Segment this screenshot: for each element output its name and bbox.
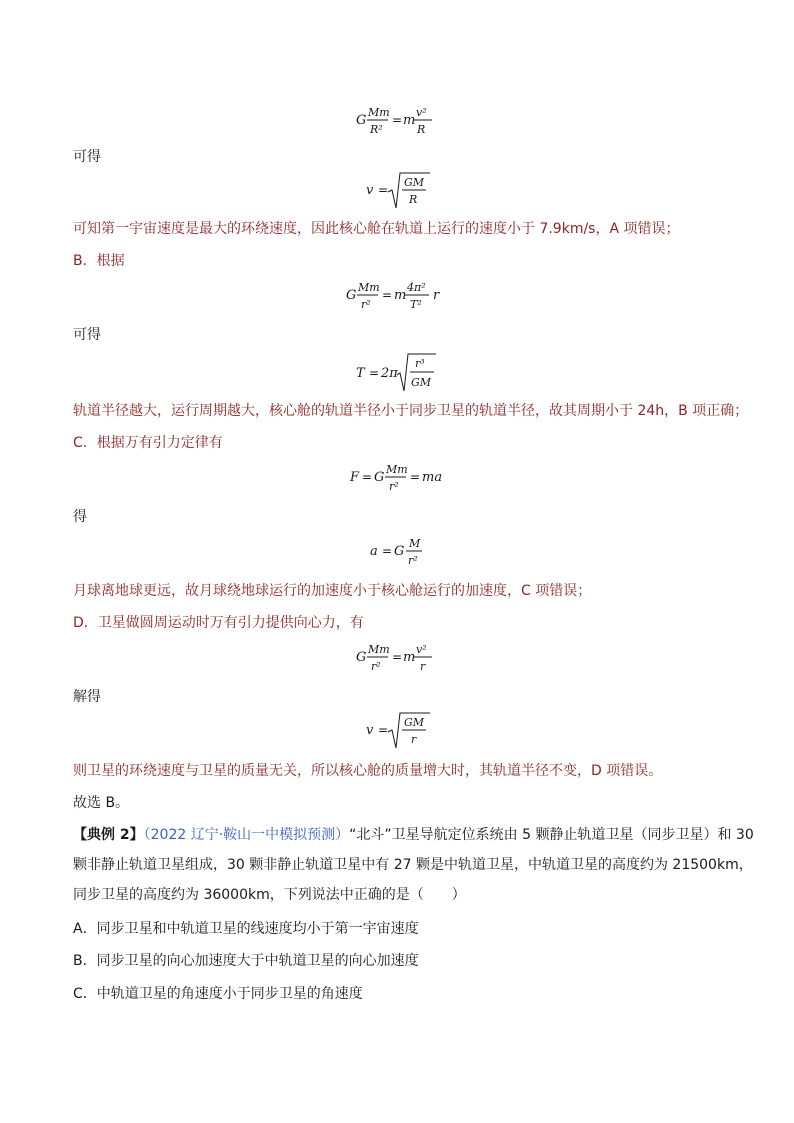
f6-r2: r²	[408, 554, 418, 567]
f3-Mm: Mm	[358, 281, 380, 294]
f7-v2: v²	[416, 643, 427, 656]
f1-G: G	[356, 113, 367, 128]
f2-v: v	[366, 183, 374, 198]
formula-gravity-period	[344, 276, 454, 322]
text-line-4: 可得	[73, 327, 101, 343]
f6-eq: =	[382, 544, 393, 558]
text-line-10: 解得	[73, 689, 101, 705]
f2-R: R	[409, 193, 418, 206]
f7-r2: r²	[371, 660, 381, 673]
example-label: 【典例 2】	[73, 827, 144, 843]
f1-R: R	[417, 123, 426, 136]
f8-eq: =	[378, 723, 389, 737]
f1-m: m	[403, 113, 416, 128]
f1-eq: =	[392, 113, 403, 127]
text-line-6: C．根据万有引力定律有	[73, 435, 223, 451]
text-line-9: D．卫星做圆周运动时万有引力提供向心力，有	[73, 615, 364, 631]
option-a: A．同步卫星和中轨道卫星的线速度均小于第一宇宙速度	[73, 921, 419, 937]
f7-eq: =	[392, 650, 403, 664]
f1-Mm: Mm	[368, 106, 390, 119]
text-line-8: 月球离地球更远，故月球绕地球运行的加速度小于核心舱运行的加速度，C 项错误；	[73, 583, 592, 599]
f5-eq2: =	[410, 470, 421, 484]
f1-R2: R²	[370, 123, 383, 136]
formula-acceleration	[368, 532, 438, 576]
f4-eq: =	[369, 366, 380, 380]
f6-G: G	[394, 544, 405, 559]
formula-velocity-r	[364, 710, 444, 758]
text-line-7: 得	[73, 509, 87, 525]
f3-eq: =	[382, 288, 393, 302]
formula-gravity-centripetal-R	[354, 102, 444, 146]
f5-eq1: =	[362, 470, 373, 484]
f5-r2: r²	[389, 480, 399, 493]
f7-G: G	[356, 650, 367, 665]
f7-Mm: Mm	[368, 643, 390, 656]
formula-velocity-R	[364, 170, 444, 218]
f5-Mm: Mm	[386, 463, 408, 476]
f3-T2: T²	[410, 298, 422, 311]
formula-force	[348, 458, 448, 502]
f5-F: F	[350, 470, 360, 485]
text-line-11: 则卫星的环绕速度与卫星的质量无关，所以核心舱的质量增大时，其轨道半径不变，D 项错误。	[73, 763, 663, 779]
example-stem-line-3: 同步卫星的高度约为 36000km，下列说法中正确的是（ ）	[73, 887, 466, 903]
f8-r: r	[411, 733, 417, 746]
example-stem-line-1	[73, 826, 754, 844]
formula-period	[354, 350, 444, 400]
example-stem-1: “北斗”卫星导航定位系统由 5 颗静止轨道卫星（同步卫星）和 30	[349, 827, 754, 843]
text-line-1: 可得	[73, 149, 101, 165]
f4-twopi: 2π	[381, 366, 398, 381]
f4-T: T	[356, 366, 365, 381]
f1-v2: v²	[416, 106, 427, 119]
f4-r3: r³	[415, 357, 425, 370]
f3-m: m	[394, 288, 407, 303]
f7-r: r	[420, 660, 426, 673]
f3-r2: r²	[361, 298, 371, 311]
f8-v: v	[366, 723, 374, 738]
text-line-12: 故选 B。	[73, 795, 130, 811]
f6-a: a	[370, 544, 378, 559]
f3-G: G	[346, 288, 357, 303]
f6-M: M	[409, 537, 421, 550]
text-line-5: 轨道半径越大，运行周期越大，核心舱的轨道半径小于同步卫星的轨道半径，故其周期小于 24h，B 项正确；	[73, 403, 749, 419]
f5-G: G	[374, 470, 385, 485]
f2-GM: GM	[404, 176, 425, 189]
text-line-3: B．根据	[73, 253, 125, 269]
option-c: C．中轨道卫星的角速度小于同步卫星的角速度	[73, 986, 363, 1002]
text-line-2: 可知第一宇宙速度是最大的环绕速度，因此核心舱在轨道上运行的速度小于 7.9km/s，A 项错误；	[73, 221, 680, 237]
f5-ma: ma	[422, 470, 443, 485]
f7-m: m	[403, 650, 416, 665]
f8-GM: GM	[404, 716, 425, 729]
f3-r: r	[433, 288, 440, 303]
formula-gravity-centripetal-r	[354, 638, 444, 682]
f2-eq: =	[378, 183, 389, 197]
example-stem-line-2: 颗非静止轨道卫星组成，30 颗非静止轨道卫星中有 27 颗是中轨道卫星，中轨道卫星的高度约为 21500km，	[73, 857, 753, 873]
f4-GM: GM	[411, 376, 432, 389]
option-b: B．同步卫星的向心加速度大于中轨道卫星的向心加速度	[73, 953, 419, 969]
example-source: （2022 辽宁·鞍山一中模拟预测）	[143, 827, 350, 843]
f3-num: 4π²	[407, 281, 426, 294]
